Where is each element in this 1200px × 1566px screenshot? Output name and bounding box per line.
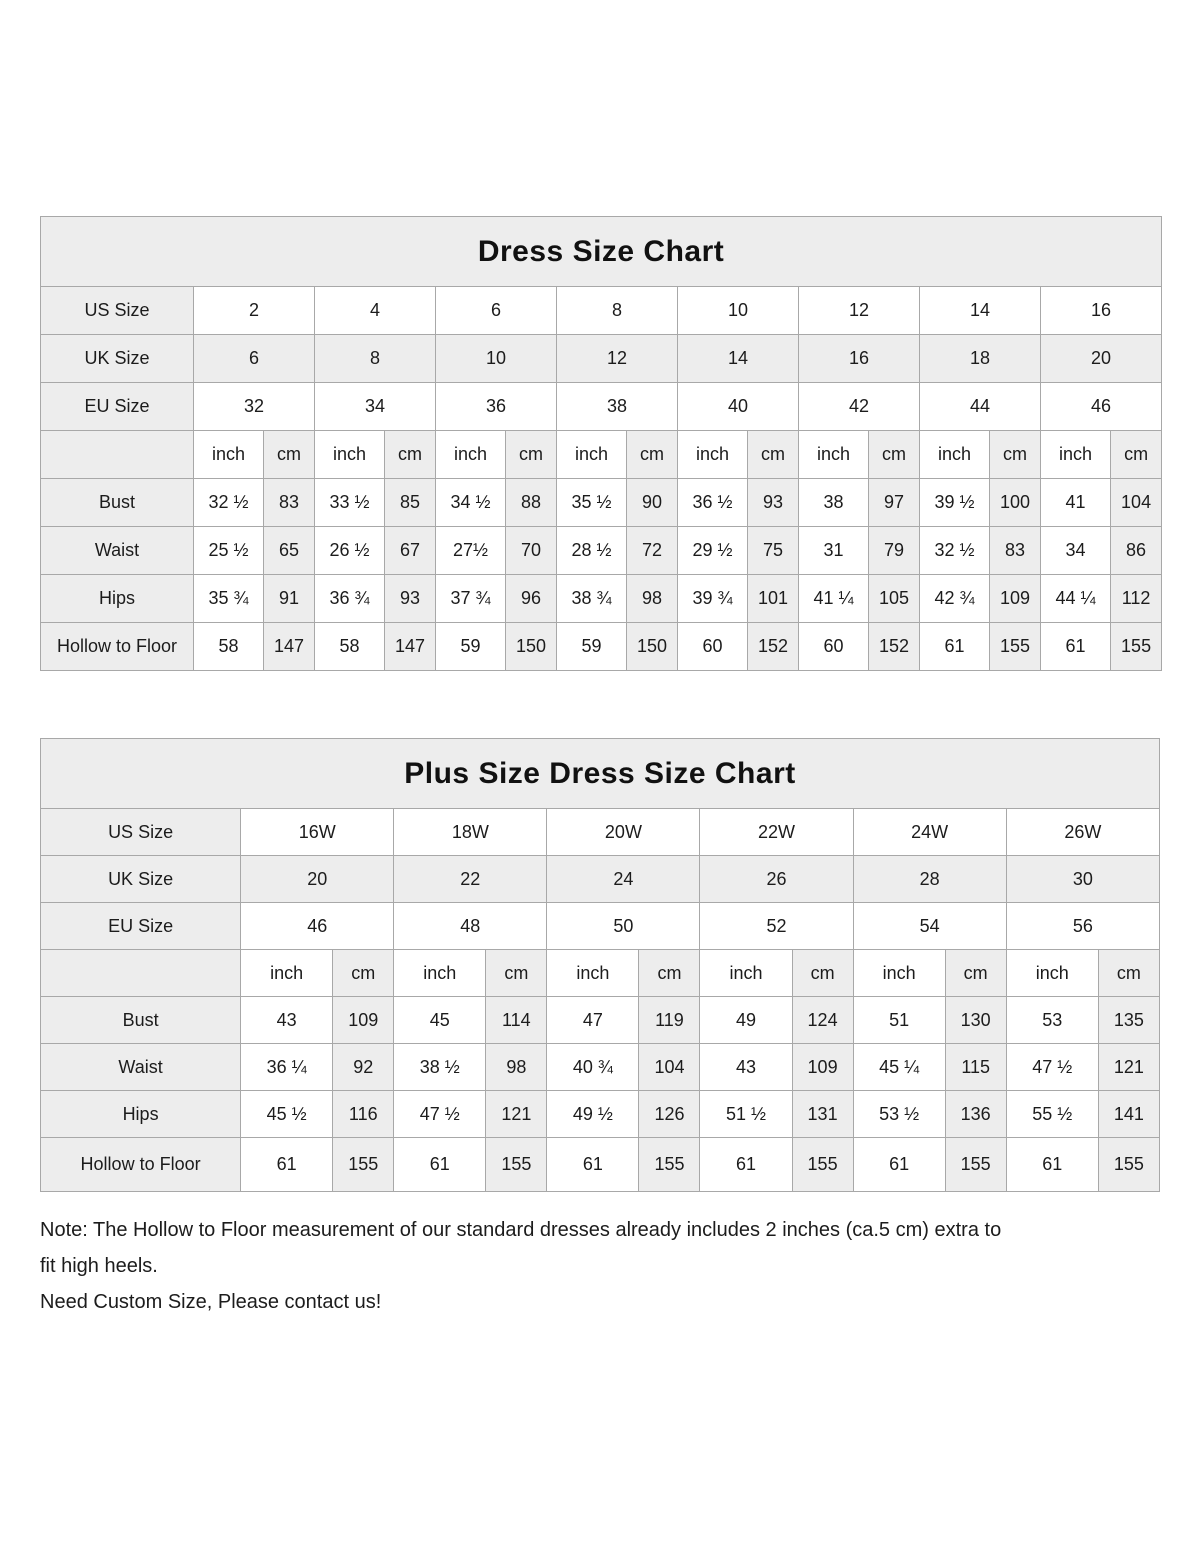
waist-inch-value: 26 ½ (315, 527, 385, 575)
unit-cm-header: cm (869, 431, 920, 479)
bust-inch-value: 43 (241, 997, 333, 1044)
bust-cm-value: 130 (945, 997, 1006, 1044)
us-size-value: 12 (799, 287, 920, 335)
plus-size-table (40, 738, 1160, 1192)
unit-cm-header: cm (627, 431, 678, 479)
hollow-to-floor-inch-value: 61 (700, 1138, 792, 1192)
us-size-label: US Size (41, 809, 241, 856)
uk-size-value: 14 (678, 335, 799, 383)
uk-size-value: 26 (700, 856, 853, 903)
bust-inch-value: 47 (547, 997, 639, 1044)
hollow-to-floor-cm-value: 155 (990, 623, 1041, 671)
bust-inch-value: 36 ½ (678, 479, 748, 527)
bust-inch-value: 39 ½ (920, 479, 990, 527)
hips-inch-value: 45 ½ (241, 1091, 333, 1138)
hollow-to-floor-cm-value: 155 (792, 1138, 853, 1192)
us-size-value: 6 (436, 287, 557, 335)
hips-cm-value: 141 (1098, 1091, 1159, 1138)
bust-cm-value: 90 (627, 479, 678, 527)
bust-inch-value: 53 (1006, 997, 1098, 1044)
waist-cm-value: 98 (486, 1044, 547, 1091)
hollow-to-floor-inch-value: 61 (241, 1138, 333, 1192)
uk-size-value: 10 (436, 335, 557, 383)
us-size-value: 4 (315, 287, 436, 335)
eu-size-value: 32 (194, 383, 315, 431)
hollow-to-floor-cm-value: 155 (333, 1138, 394, 1192)
hips-cm-value: 112 (1111, 575, 1162, 623)
eu-size-value: 48 (394, 903, 547, 950)
us-size-value: 22W (700, 809, 853, 856)
waist-cm-value: 65 (264, 527, 315, 575)
hollow-to-floor-inch-value: 59 (557, 623, 627, 671)
uk-size-label: UK Size (41, 856, 241, 903)
unit-inch-header: inch (436, 431, 506, 479)
waist-label: Waist (41, 1044, 241, 1091)
hollow-to-floor-cm-value: 155 (1098, 1138, 1159, 1192)
eu-size-value: 44 (920, 383, 1041, 431)
waist-cm-value: 121 (1098, 1044, 1159, 1091)
hips-inch-value: 47 ½ (394, 1091, 486, 1138)
bust-inch-value: 51 (853, 997, 945, 1044)
hips-cm-value: 116 (333, 1091, 394, 1138)
bust-cm-value: 114 (486, 997, 547, 1044)
table-title: Dress Size Chart (41, 217, 1162, 287)
bust-cm-value: 119 (639, 997, 700, 1044)
uk-size-value: 8 (315, 335, 436, 383)
hollow-to-floor-inch-value: 60 (678, 623, 748, 671)
hips-cm-value: 136 (945, 1091, 1006, 1138)
hollow-to-floor-inch-value: 61 (1006, 1138, 1098, 1192)
hollow-to-floor-label: Hollow to Floor (41, 1138, 241, 1192)
hips-inch-value: 55 ½ (1006, 1091, 1098, 1138)
waist-inch-value: 36 ¼ (241, 1044, 333, 1091)
bust-cm-value: 100 (990, 479, 1041, 527)
waist-cm-value: 72 (627, 527, 678, 575)
hips-inch-value: 41 ¼ (799, 575, 869, 623)
eu-size-value: 38 (557, 383, 678, 431)
waist-inch-value: 40 ¾ (547, 1044, 639, 1091)
bust-label: Bust (41, 479, 194, 527)
waist-cm-value: 67 (385, 527, 436, 575)
hips-inch-value: 35 ¾ (194, 575, 264, 623)
unit-cm-header: cm (333, 950, 394, 997)
waist-inch-value: 29 ½ (678, 527, 748, 575)
bust-inch-value: 32 ½ (194, 479, 264, 527)
note (40, 1212, 1160, 1320)
uk-size-label: UK Size (41, 335, 194, 383)
hips-cm-value: 98 (627, 575, 678, 623)
unit-inch-header: inch (315, 431, 385, 479)
waist-inch-value: 27½ (436, 527, 506, 575)
hollow-to-floor-inch-value: 58 (315, 623, 385, 671)
unit-inch-header: inch (920, 431, 990, 479)
bust-cm-value: 85 (385, 479, 436, 527)
hollow-to-floor-inch-value: 58 (194, 623, 264, 671)
hips-cm-value: 109 (990, 575, 1041, 623)
standard-size-table (40, 216, 1160, 671)
uk-size-value: 24 (547, 856, 700, 903)
us-size-value: 26W (1006, 809, 1159, 856)
unit-inch-header: inch (394, 950, 486, 997)
us-size-value: 14 (920, 287, 1041, 335)
uk-size-value: 18 (920, 335, 1041, 383)
uk-size-value: 20 (241, 856, 394, 903)
unit-row-label (41, 950, 241, 997)
bust-cm-value: 93 (748, 479, 799, 527)
waist-label: Waist (41, 527, 194, 575)
bust-inch-value: 49 (700, 997, 792, 1044)
hollow-to-floor-cm-value: 147 (264, 623, 315, 671)
us-size-label: US Size (41, 287, 194, 335)
bust-cm-value: 135 (1098, 997, 1159, 1044)
waist-cm-value: 86 (1111, 527, 1162, 575)
unit-inch-header: inch (1006, 950, 1098, 997)
uk-size-value: 22 (394, 856, 547, 903)
hollow-to-floor-inch-value: 59 (436, 623, 506, 671)
eu-size-value: 46 (1041, 383, 1162, 431)
us-size-value: 20W (547, 809, 700, 856)
unit-inch-header: inch (547, 950, 639, 997)
us-size-value: 16W (241, 809, 394, 856)
unit-cm-header: cm (945, 950, 1006, 997)
unit-cm-header: cm (385, 431, 436, 479)
unit-cm-header: cm (264, 431, 315, 479)
bust-cm-value: 109 (333, 997, 394, 1044)
waist-inch-value: 38 ½ (394, 1044, 486, 1091)
us-size-value: 24W (853, 809, 1006, 856)
hips-cm-value: 101 (748, 575, 799, 623)
us-size-value: 8 (557, 287, 678, 335)
hollow-to-floor-cm-value: 152 (748, 623, 799, 671)
plus-size-dress-size-chart (40, 738, 1160, 1192)
hips-label: Hips (41, 575, 194, 623)
eu-size-value: 54 (853, 903, 1006, 950)
waist-cm-value: 109 (792, 1044, 853, 1091)
hollow-to-floor-inch-value: 61 (1041, 623, 1111, 671)
bust-inch-value: 38 (799, 479, 869, 527)
hips-inch-value: 51 ½ (700, 1091, 792, 1138)
eu-size-value: 40 (678, 383, 799, 431)
hollow-to-floor-inch-value: 61 (394, 1138, 486, 1192)
bust-cm-value: 104 (1111, 479, 1162, 527)
hollow-to-floor-label: Hollow to Floor (41, 623, 194, 671)
us-size-value: 16 (1041, 287, 1162, 335)
waist-cm-value: 70 (506, 527, 557, 575)
hips-inch-value: 38 ¾ (557, 575, 627, 623)
hips-inch-value: 36 ¾ (315, 575, 385, 623)
hollow-to-floor-cm-value: 155 (1111, 623, 1162, 671)
waist-inch-value: 45 ¼ (853, 1044, 945, 1091)
waist-inch-value: 43 (700, 1044, 792, 1091)
eu-size-value: 34 (315, 383, 436, 431)
bust-inch-value: 35 ½ (557, 479, 627, 527)
unit-cm-header: cm (486, 950, 547, 997)
waist-cm-value: 92 (333, 1044, 394, 1091)
waist-cm-value: 115 (945, 1044, 1006, 1091)
hollow-to-floor-cm-value: 155 (639, 1138, 700, 1192)
bust-cm-value: 97 (869, 479, 920, 527)
hips-inch-value: 49 ½ (547, 1091, 639, 1138)
eu-size-value: 46 (241, 903, 394, 950)
unit-inch-header: inch (557, 431, 627, 479)
note-line: fit high heels. (40, 1255, 158, 1277)
bust-inch-value: 34 ½ (436, 479, 506, 527)
unit-inch-header: inch (1041, 431, 1111, 479)
unit-cm-header: cm (792, 950, 853, 997)
waist-inch-value: 47 ½ (1006, 1044, 1098, 1091)
unit-inch-header: inch (853, 950, 945, 997)
unit-inch-header: inch (678, 431, 748, 479)
eu-size-value: 36 (436, 383, 557, 431)
hips-inch-value: 53 ½ (853, 1091, 945, 1138)
hollow-to-floor-cm-value: 150 (506, 623, 557, 671)
uk-size-value: 16 (799, 335, 920, 383)
hollow-to-floor-inch-value: 61 (853, 1138, 945, 1192)
hollow-to-floor-inch-value: 60 (799, 623, 869, 671)
hips-label: Hips (41, 1091, 241, 1138)
uk-size-value: 20 (1041, 335, 1162, 383)
hollow-to-floor-cm-value: 147 (385, 623, 436, 671)
eu-size-value: 52 (700, 903, 853, 950)
unit-cm-header: cm (748, 431, 799, 479)
eu-size-value: 56 (1006, 903, 1159, 950)
eu-size-value: 42 (799, 383, 920, 431)
hips-cm-value: 126 (639, 1091, 700, 1138)
uk-size-value: 30 (1006, 856, 1159, 903)
hips-inch-value: 42 ¾ (920, 575, 990, 623)
uk-size-value: 12 (557, 335, 678, 383)
eu-size-label: EU Size (41, 903, 241, 950)
note-line: Note: The Hollow to Floor measurement of our standard dresses already includes 2 inches (ca.5 cm) extra to (40, 1219, 1002, 1241)
unit-cm-header: cm (990, 431, 1041, 479)
table-title: Plus Size Dress Size Chart (41, 739, 1160, 809)
unit-cm-header: cm (1111, 431, 1162, 479)
hips-cm-value: 105 (869, 575, 920, 623)
waist-inch-value: 28 ½ (557, 527, 627, 575)
eu-size-value: 50 (547, 903, 700, 950)
unit-cm-header: cm (506, 431, 557, 479)
hollow-to-floor-cm-value: 155 (945, 1138, 1006, 1192)
hips-inch-value: 37 ¾ (436, 575, 506, 623)
bust-cm-value: 88 (506, 479, 557, 527)
waist-inch-value: 31 (799, 527, 869, 575)
uk-size-value: 28 (853, 856, 1006, 903)
uk-size-value: 6 (194, 335, 315, 383)
hollow-to-floor-cm-value: 152 (869, 623, 920, 671)
waist-inch-value: 34 (1041, 527, 1111, 575)
note-line: Need Custom Size, Please contact us! (40, 1291, 382, 1313)
waist-inch-value: 32 ½ (920, 527, 990, 575)
bust-label: Bust (41, 997, 241, 1044)
hips-cm-value: 121 (486, 1091, 547, 1138)
unit-inch-header: inch (194, 431, 264, 479)
waist-cm-value: 83 (990, 527, 1041, 575)
hips-cm-value: 93 (385, 575, 436, 623)
hips-cm-value: 131 (792, 1091, 853, 1138)
waist-cm-value: 79 (869, 527, 920, 575)
waist-inch-value: 25 ½ (194, 527, 264, 575)
hips-cm-value: 91 (264, 575, 315, 623)
unit-inch-header: inch (700, 950, 792, 997)
dress-size-chart (40, 216, 1162, 671)
bust-inch-value: 45 (394, 997, 486, 1044)
unit-cm-header: cm (1098, 950, 1159, 997)
us-size-value: 18W (394, 809, 547, 856)
bust-cm-value: 124 (792, 997, 853, 1044)
bust-inch-value: 33 ½ (315, 479, 385, 527)
us-size-value: 2 (194, 287, 315, 335)
hollow-to-floor-inch-value: 61 (547, 1138, 639, 1192)
unit-row-label (41, 431, 194, 479)
hips-inch-value: 39 ¾ (678, 575, 748, 623)
bust-inch-value: 41 (1041, 479, 1111, 527)
hips-inch-value: 44 ¼ (1041, 575, 1111, 623)
unit-inch-header: inch (241, 950, 333, 997)
hips-cm-value: 96 (506, 575, 557, 623)
hollow-to-floor-cm-value: 150 (627, 623, 678, 671)
hollow-to-floor-inch-value: 61 (920, 623, 990, 671)
waist-cm-value: 75 (748, 527, 799, 575)
unit-inch-header: inch (799, 431, 869, 479)
eu-size-label: EU Size (41, 383, 194, 431)
waist-cm-value: 104 (639, 1044, 700, 1091)
unit-cm-header: cm (639, 950, 700, 997)
bust-cm-value: 83 (264, 479, 315, 527)
hollow-to-floor-cm-value: 155 (486, 1138, 547, 1192)
us-size-value: 10 (678, 287, 799, 335)
